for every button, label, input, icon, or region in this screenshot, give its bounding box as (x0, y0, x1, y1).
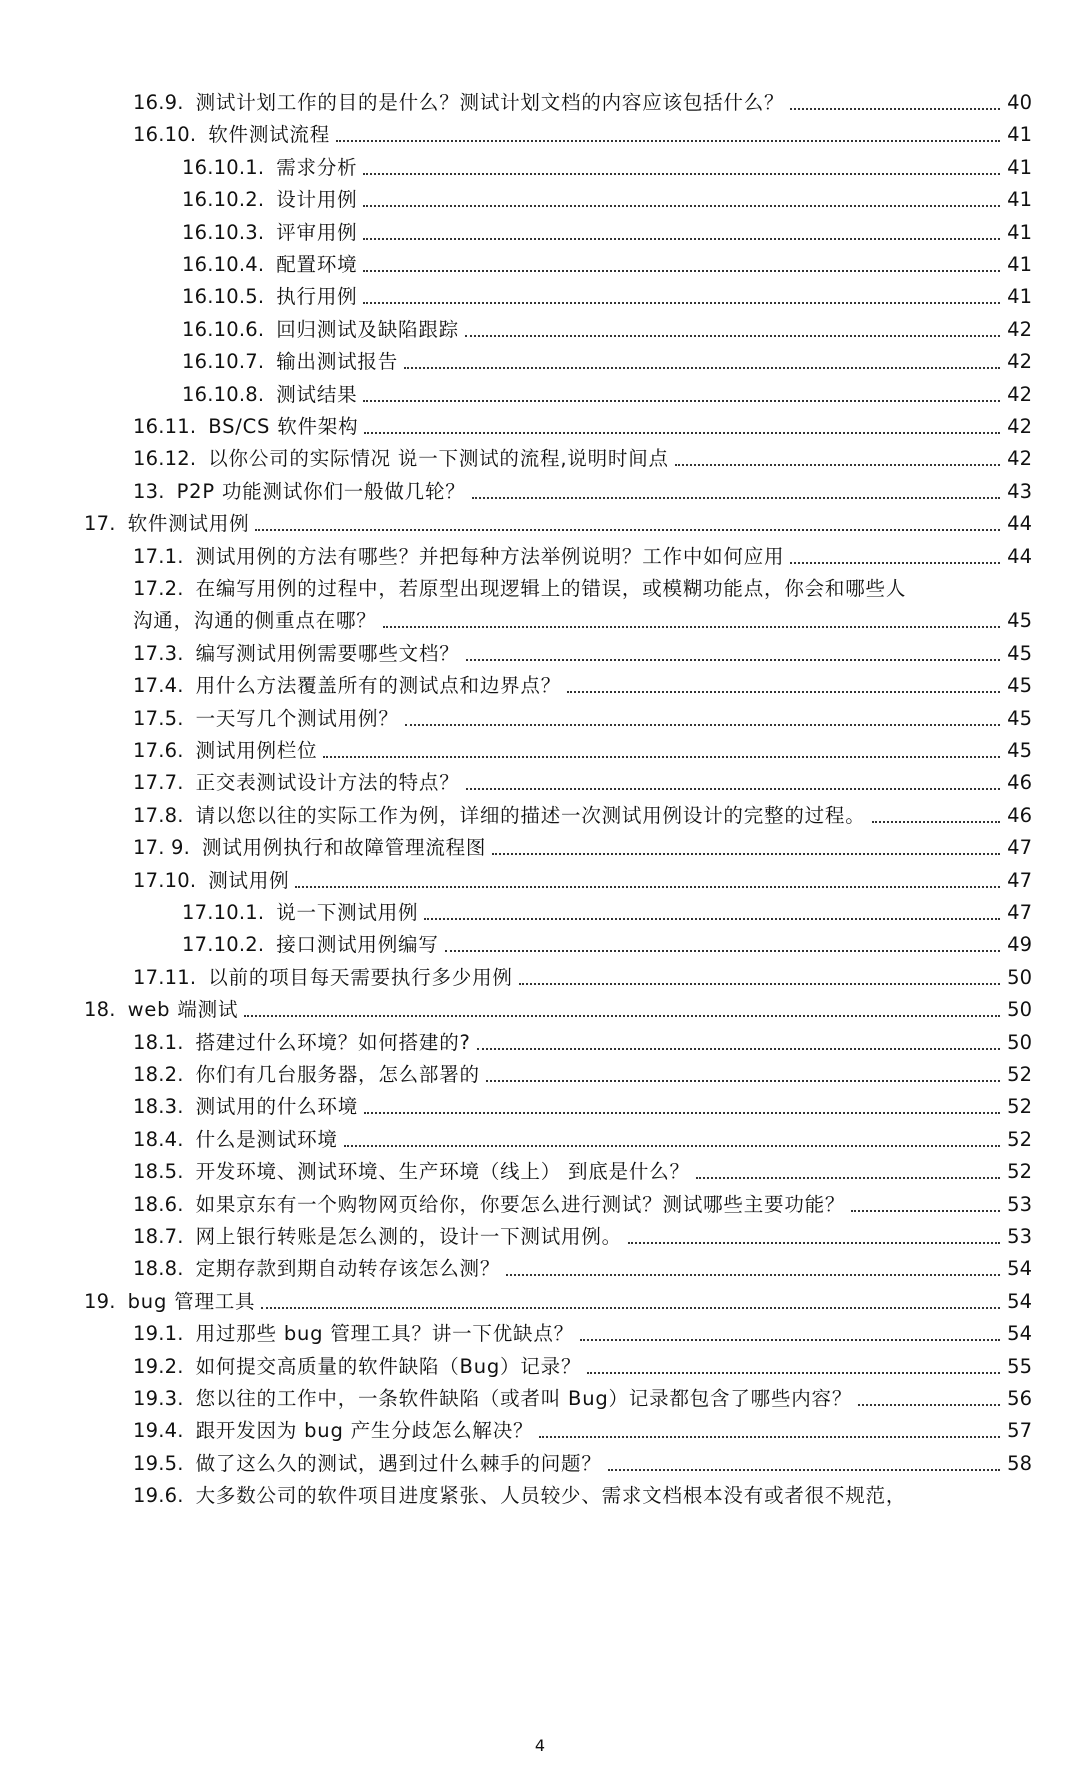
entry-number: 18.5. (133, 1160, 184, 1183)
entry-title: 用过那些 bug 管理工具？讲一下优缺点？ (195, 1322, 574, 1345)
entry-page-number: 50 (1007, 998, 1032, 1021)
toc-entry[interactable] (133, 1248, 1032, 1282)
page-number: 4 (534, 1736, 546, 1755)
entry-page-number: 42 (1007, 318, 1032, 341)
toc-entry[interactable] (182, 179, 1032, 213)
toc-entry[interactable] (133, 1184, 1032, 1218)
entry-page-number: 54 (1007, 1290, 1032, 1313)
entry-number: 17.6. (133, 739, 184, 762)
dot-leader (872, 821, 1000, 823)
toc-entry[interactable] (133, 1119, 1032, 1153)
entry-number: 16.10.4. (182, 253, 265, 276)
entry-number: 18.7. (133, 1225, 184, 1248)
entry-page-number: 42 (1007, 415, 1032, 438)
dot-leader (486, 1080, 1000, 1082)
entry-title: 说一下测试用例 (276, 901, 419, 924)
entry-page-number: 47 (1007, 836, 1032, 859)
dot-leader (851, 1210, 1000, 1212)
dot-leader (364, 432, 1000, 434)
entry-title: 你们有几台服务器，怎么部署的 (195, 1063, 480, 1086)
entry-number: 18.4. (133, 1128, 184, 1151)
entry-number: 18.8. (133, 1257, 184, 1280)
entry-page-number: 45 (1007, 739, 1032, 762)
entry-title: 测试结果 (276, 383, 358, 406)
entry-number: 16.10.2. (182, 188, 265, 211)
dot-leader (404, 367, 1000, 369)
toc-entry[interactable] (182, 341, 1032, 375)
entry-number: 18.6. (133, 1193, 184, 1216)
entry-number: 17.4. (133, 674, 184, 697)
entry-title: 在编写用例的过程中，若原型出现逻辑上的错误，或模糊功能点，你会和哪些人 (195, 577, 907, 600)
dot-leader (445, 950, 1000, 952)
dot-leader (477, 1048, 1000, 1050)
entry-number: 16.10.1. (182, 156, 265, 179)
entry-number: 16.11. (133, 415, 197, 438)
toc-entry[interactable] (133, 1443, 1032, 1477)
toc-entry[interactable] (182, 374, 1032, 408)
entry-page-number: 56 (1007, 1387, 1032, 1410)
toc-entry[interactable] (84, 989, 1032, 1023)
entry-title: 编写测试用例需要哪些文档？ (195, 642, 460, 665)
entry-page-number: 41 (1007, 188, 1032, 211)
entry-number: 16.10.7. (182, 350, 265, 373)
entry-title: 正交表测试设计方法的特点？ (195, 771, 460, 794)
entry-title: 测试用例执行和故障管理流程图 (202, 836, 487, 859)
dot-leader (363, 400, 1000, 402)
dot-leader (790, 108, 1000, 110)
entry-number: 19.4. (133, 1419, 184, 1442)
entry-title: 以你公司的实际情况 说一下测试的流程,说明时间点 (208, 447, 669, 470)
entry-page-number: 55 (1007, 1355, 1032, 1378)
dot-leader (519, 983, 1000, 985)
entry-page-number: 50 (1007, 966, 1032, 989)
entry-number: 19.6. (133, 1484, 184, 1507)
entry-number: 16.12. (133, 447, 197, 470)
entry-page-number: 41 (1007, 156, 1032, 179)
entry-title: 一天写几个测试用例？ (195, 707, 399, 730)
dot-leader (608, 1469, 1000, 1471)
entry-title: 搭建过什么环境？如何搭建的? (195, 1031, 471, 1054)
toc-entry[interactable] (133, 438, 1032, 472)
dot-leader (364, 1112, 1000, 1114)
entry-title: 测试计划工作的目的是什么？测试计划文档的内容应该包括什么？ (195, 91, 785, 114)
dot-leader (567, 691, 1000, 693)
entry-number: 19.1. (133, 1322, 184, 1345)
entry-title: 测试用例栏位 (195, 739, 318, 762)
dot-leader (858, 1404, 1000, 1406)
entry-number: 17.10.1. (182, 901, 265, 924)
dot-leader (383, 626, 1000, 628)
entry-page-number: 58 (1007, 1452, 1032, 1475)
entry-page-number: 49 (1007, 933, 1032, 956)
toc-entry[interactable] (182, 147, 1032, 181)
entry-number: 16.10.8. (182, 383, 265, 406)
toc-entry[interactable] (133, 471, 1032, 505)
entry-number: 19.2. (133, 1355, 184, 1378)
entry-page-number: 53 (1007, 1193, 1032, 1216)
entry-number: 13. (133, 480, 165, 503)
toc-entry[interactable] (133, 1346, 1032, 1380)
dot-leader (472, 497, 1000, 499)
toc-entry-continuation[interactable] (133, 600, 1032, 634)
entry-page-number: 52 (1007, 1063, 1032, 1086)
entry-page-number: 45 (1007, 609, 1032, 632)
entry-page-number: 52 (1007, 1160, 1032, 1183)
toc-entry[interactable] (133, 762, 1032, 796)
toc-entry[interactable] (133, 698, 1032, 732)
toc-entry[interactable] (133, 1410, 1032, 1444)
dot-leader (405, 724, 1000, 726)
dot-leader (363, 238, 1000, 240)
entry-number: 17.10.2. (182, 933, 265, 956)
toc-entry[interactable] (133, 957, 1032, 991)
dot-leader (587, 1372, 1000, 1374)
entry-title: 以前的项目每天需要执行多少用例 (208, 966, 513, 989)
entry-number: 19. (84, 1290, 116, 1313)
entry-title: 输出测试报告 (276, 350, 399, 373)
entry-page-number: 44 (1007, 545, 1032, 568)
entry-page-number: 41 (1007, 123, 1032, 146)
entry-title: 如何提交高质量的软件缺陷（Bug）记录？ (195, 1355, 582, 1378)
entry-title: 测试用例 (208, 869, 290, 892)
toc-entry[interactable] (182, 892, 1032, 926)
entry-page-number: 41 (1007, 253, 1032, 276)
toc-entry[interactable] (133, 568, 1032, 602)
entry-title: web 端测试 (127, 998, 239, 1021)
entry-page-number: 50 (1007, 1031, 1032, 1054)
toc-entry[interactable] (133, 730, 1032, 764)
entry-number: 16.10.3. (182, 221, 265, 244)
toc-entry[interactable] (133, 665, 1032, 699)
entry-number: 17.10. (133, 869, 197, 892)
entry-title: 网上银行转账是怎么测的，设计一下测试用例。 (195, 1225, 622, 1248)
entry-number: 16.10.5. (182, 285, 265, 308)
entry-title: BS/CS 软件架构 (208, 415, 359, 438)
toc-entry[interactable] (133, 795, 1032, 829)
toc-entry[interactable] (133, 1022, 1032, 1056)
entry-title: 什么是测试环境 (195, 1128, 338, 1151)
toc-entry[interactable] (182, 244, 1032, 278)
entry-page-number: 45 (1007, 642, 1032, 665)
entry-title: 做了这么久的测试，遇到过什么棘手的问题？ (195, 1452, 602, 1475)
entry-page-number: 52 (1007, 1128, 1032, 1151)
dot-leader (466, 788, 1000, 790)
entry-number: 18.1. (133, 1031, 184, 1054)
entry-title: 软件测试用例 (127, 512, 250, 535)
dot-leader (492, 853, 1000, 855)
dot-leader (255, 529, 1000, 531)
entry-title: 开发环境、测试环境、生产环境（线上） 到底是什么？ (195, 1160, 690, 1183)
entry-number: 18.3. (133, 1095, 184, 1118)
entry-page-number: 40 (1007, 91, 1032, 114)
entry-title: 测试用例的方法有哪些？并把每种方法举例说明？工作中如何应用 (195, 545, 785, 568)
dot-leader (628, 1242, 1000, 1244)
entry-number: 17.8. (133, 804, 184, 827)
dot-leader (244, 1015, 1000, 1017)
entry-number: 17.2. (133, 577, 184, 600)
entry-number: 18. (84, 998, 116, 1021)
entry-title: 执行用例 (276, 285, 358, 308)
entry-page-number: 41 (1007, 221, 1032, 244)
toc-entry[interactable] (84, 1281, 1032, 1315)
entry-page-number: 45 (1007, 674, 1032, 697)
entry-page-number: 45 (1007, 707, 1032, 730)
toc-entry[interactable] (133, 1054, 1032, 1088)
entry-title-continued: 沟通，沟通的侧重点在哪？ (133, 609, 377, 632)
toc-entry[interactable] (84, 503, 1032, 537)
entry-number: 16.9. (133, 91, 184, 114)
entry-page-number: 42 (1007, 447, 1032, 470)
dot-leader (465, 335, 1000, 337)
toc-entry[interactable] (182, 276, 1032, 310)
toc-entry[interactable] (133, 1475, 1032, 1509)
entry-title: 回归测试及缺陷跟踪 (276, 318, 459, 341)
entry-number: 19.3. (133, 1387, 184, 1410)
toc-entry[interactable] (133, 827, 1032, 861)
entry-page-number: 42 (1007, 383, 1032, 406)
toc-entry[interactable] (133, 114, 1032, 148)
dot-leader (675, 464, 1000, 466)
entry-title: bug 管理工具 (127, 1290, 256, 1313)
entry-page-number: 46 (1007, 771, 1032, 794)
entry-number: 16.10. (133, 123, 197, 146)
entry-title: 跟开发因为 bug 产生分歧怎么解决？ (195, 1419, 534, 1442)
dot-leader (344, 1145, 1000, 1147)
dot-leader (323, 756, 1000, 758)
dot-leader (539, 1436, 1000, 1438)
entry-number: 17.5. (133, 707, 184, 730)
entry-title: 接口测试用例编写 (276, 933, 439, 956)
entry-page-number: 44 (1007, 512, 1032, 535)
entry-title: 评审用例 (276, 221, 358, 244)
toc-entry[interactable] (133, 1216, 1032, 1250)
entry-page-number: 43 (1007, 480, 1032, 503)
dot-leader (363, 302, 1000, 304)
toc-entry[interactable] (133, 860, 1032, 894)
entry-title: 您以往的工作中，一条软件缺陷（或者叫 Bug）记录都包含了哪些内容？ (195, 1387, 853, 1410)
entry-number: 19.5. (133, 1452, 184, 1475)
dot-leader (363, 270, 1000, 272)
dot-leader (363, 205, 1000, 207)
entry-page-number: 47 (1007, 869, 1032, 892)
entry-title: 请以您以往的实际工作为例，详细的描述一次测试用例设计的完整的过程。 (195, 804, 866, 827)
toc-entry[interactable] (133, 633, 1032, 667)
entry-page-number: 42 (1007, 350, 1032, 373)
entry-number: 17.7. (133, 771, 184, 794)
entry-number: 17. 9. (133, 836, 191, 859)
dot-leader (261, 1307, 1000, 1309)
entry-number: 17.3. (133, 642, 184, 665)
entry-number: 17.11. (133, 966, 197, 989)
toc-entry[interactable] (182, 309, 1032, 343)
entry-page-number: 47 (1007, 901, 1032, 924)
entry-page-number: 41 (1007, 285, 1032, 308)
entry-number: 17. (84, 512, 116, 535)
dot-leader (363, 173, 1000, 175)
entry-page-number: 52 (1007, 1095, 1032, 1118)
toc-entry[interactable] (133, 536, 1032, 570)
entry-number: 16.10.6. (182, 318, 265, 341)
toc-entry[interactable] (133, 1313, 1032, 1347)
toc-entry[interactable] (133, 1378, 1032, 1412)
dot-leader (336, 140, 1000, 142)
entry-title: 定期存款到期自动转存该怎么测？ (195, 1257, 501, 1280)
entry-title: P2P 功能测试你们一般做几轮？ (176, 480, 466, 503)
dot-leader (790, 562, 1000, 564)
entry-title: 配置环境 (276, 253, 358, 276)
dot-leader (580, 1339, 1000, 1341)
entry-title: 用什么方法覆盖所有的测试点和边界点？ (195, 674, 562, 697)
dot-leader (466, 659, 1000, 661)
entry-title: 如果京东有一个购物网页给你，你要怎么进行测试？测试哪些主要功能？ (195, 1193, 846, 1216)
toc-entry[interactable] (182, 212, 1032, 246)
toc-entry[interactable] (133, 1086, 1032, 1120)
dot-leader (506, 1274, 1000, 1276)
dot-leader (295, 886, 1000, 888)
entry-title: 大多数公司的软件项目进度紧张、人员较少、需求文档根本没有或者很不规范， (195, 1484, 907, 1507)
entry-page-number: 53 (1007, 1225, 1032, 1248)
entry-title: 软件测试流程 (208, 123, 331, 146)
entry-title: 设计用例 (276, 188, 358, 211)
entry-number: 17.1. (133, 545, 184, 568)
dot-leader (696, 1177, 1000, 1179)
toc-entry[interactable] (133, 82, 1032, 116)
toc-entry[interactable] (133, 406, 1032, 440)
entry-page-number: 54 (1007, 1322, 1032, 1345)
entry-title: 需求分析 (276, 156, 358, 179)
entry-number: 18.2. (133, 1063, 184, 1086)
entry-title: 测试用的什么环境 (195, 1095, 359, 1118)
toc-entry[interactable] (133, 1151, 1032, 1185)
entry-page-number: 57 (1007, 1419, 1032, 1442)
dot-leader (424, 918, 1000, 920)
entry-page-number: 46 (1007, 804, 1032, 827)
toc-entry[interactable] (182, 924, 1032, 958)
entry-page-number: 54 (1007, 1257, 1032, 1280)
